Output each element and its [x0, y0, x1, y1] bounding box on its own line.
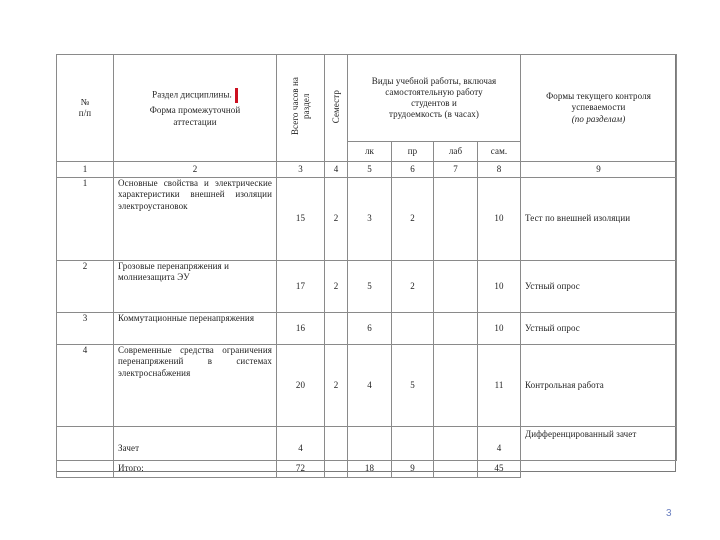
row-lab	[434, 178, 478, 261]
zachet-name: Зачет	[114, 427, 277, 461]
table-row-itogo	[57, 461, 677, 478]
itogo-name: Итого:	[114, 461, 277, 478]
row-pr	[392, 313, 434, 345]
row-total-hours: 20	[277, 345, 325, 427]
row-number: 3	[57, 313, 114, 345]
table-row-zachet	[57, 427, 677, 461]
row-sam: 10	[478, 313, 521, 345]
header-num: № п/п	[57, 55, 114, 162]
section-title: Раздел дисциплины.	[152, 89, 232, 100]
header-section	[114, 55, 277, 162]
col-number: 3	[277, 162, 325, 178]
table-row	[57, 261, 677, 313]
row-lk: 6	[348, 313, 392, 345]
header-semester: Семестр	[325, 55, 348, 162]
subcol-lab: лаб	[434, 142, 478, 162]
col-number: 5	[348, 162, 392, 178]
row-number: 1	[57, 178, 114, 261]
header-work-types: Виды учебной работы, включая самостоятельную работу студентов и трудоемкость (в часах)	[348, 55, 521, 142]
table-row	[57, 345, 677, 427]
row-number: 2	[57, 261, 114, 313]
curriculum-table	[56, 54, 677, 478]
col-number: 7	[434, 162, 478, 178]
table-row	[57, 313, 677, 345]
row-semester	[325, 313, 348, 345]
col-number: 8	[478, 162, 521, 178]
zachet-semester	[325, 427, 348, 461]
row-pr: 2	[392, 261, 434, 313]
header-forms-sub: (по разделам)	[571, 113, 626, 124]
col-number: 6	[392, 162, 434, 178]
itogo-sam: 45	[478, 461, 521, 478]
itogo-total: 72	[277, 461, 325, 478]
row-total-hours: 17	[277, 261, 325, 313]
itogo-pr: 9	[392, 461, 434, 478]
row-sam: 10	[478, 261, 521, 313]
subcol-sam: сам.	[478, 142, 521, 162]
row-control-form: Устный опрос	[521, 313, 677, 345]
text-cursor-marker	[235, 88, 238, 103]
row-sam: 10	[478, 178, 521, 261]
header-row	[57, 55, 677, 142]
column-numbers-row	[57, 162, 677, 178]
row-pr: 5	[392, 345, 434, 427]
zachet-sam: 4	[478, 427, 521, 461]
col-number: 2	[114, 162, 277, 178]
row-sam: 11	[478, 345, 521, 427]
section-subtitle: Форма промежуточной аттестации	[149, 105, 241, 127]
zachet-total: 4	[277, 427, 325, 461]
page-number: 3	[666, 508, 672, 519]
col-number: 1	[57, 162, 114, 178]
row-lab	[434, 345, 478, 427]
row-total-hours: 15	[277, 178, 325, 261]
row-total-hours: 16	[277, 313, 325, 345]
row-semester: 2	[325, 345, 348, 427]
row-semester: 2	[325, 178, 348, 261]
row-section-name: Основные свойства и электрические характеристики внешней изоляции электроустановок	[114, 178, 277, 261]
subcol-pr: пр	[392, 142, 434, 162]
row-semester: 2	[325, 261, 348, 313]
row-section-name: Коммутационные перенапряжения	[114, 313, 277, 345]
itogo-semester	[325, 461, 348, 478]
row-section-name: Современные средства ограничения перенапряжений в системах электроснабжения	[114, 345, 277, 427]
row-control-form: Устный опрос	[521, 261, 677, 313]
row-lk: 5	[348, 261, 392, 313]
zachet-number	[57, 427, 114, 461]
itogo-lk: 18	[348, 461, 392, 478]
row-pr: 2	[392, 178, 434, 261]
subcol-lk: лк	[348, 142, 392, 162]
col-number: 9	[521, 162, 677, 178]
header-forms: Формы текущего контроля успеваемости (по разделам)	[521, 55, 677, 162]
zachet-lk	[348, 427, 392, 461]
zachet-pr	[392, 427, 434, 461]
itogo-lab	[434, 461, 478, 478]
col-number: 4	[325, 162, 348, 178]
row-control-form: Контрольная работа	[521, 345, 677, 427]
row-number: 4	[57, 345, 114, 427]
row-lab	[434, 261, 478, 313]
itogo-number	[57, 461, 114, 478]
header-hours-total: Всего часов на раздел	[277, 55, 325, 162]
row-control-form: Тест по внешней изоляции	[521, 178, 677, 261]
row-section-name: Грозовые перенапряжения и молниезащита ЭУ	[114, 261, 277, 313]
zachet-lab	[434, 427, 478, 461]
itogo-form	[521, 461, 677, 478]
row-lk: 3	[348, 178, 392, 261]
row-lk: 4	[348, 345, 392, 427]
row-lab	[434, 313, 478, 345]
zachet-form: Дифференцированный зачет	[521, 427, 677, 461]
table-row	[57, 178, 677, 261]
